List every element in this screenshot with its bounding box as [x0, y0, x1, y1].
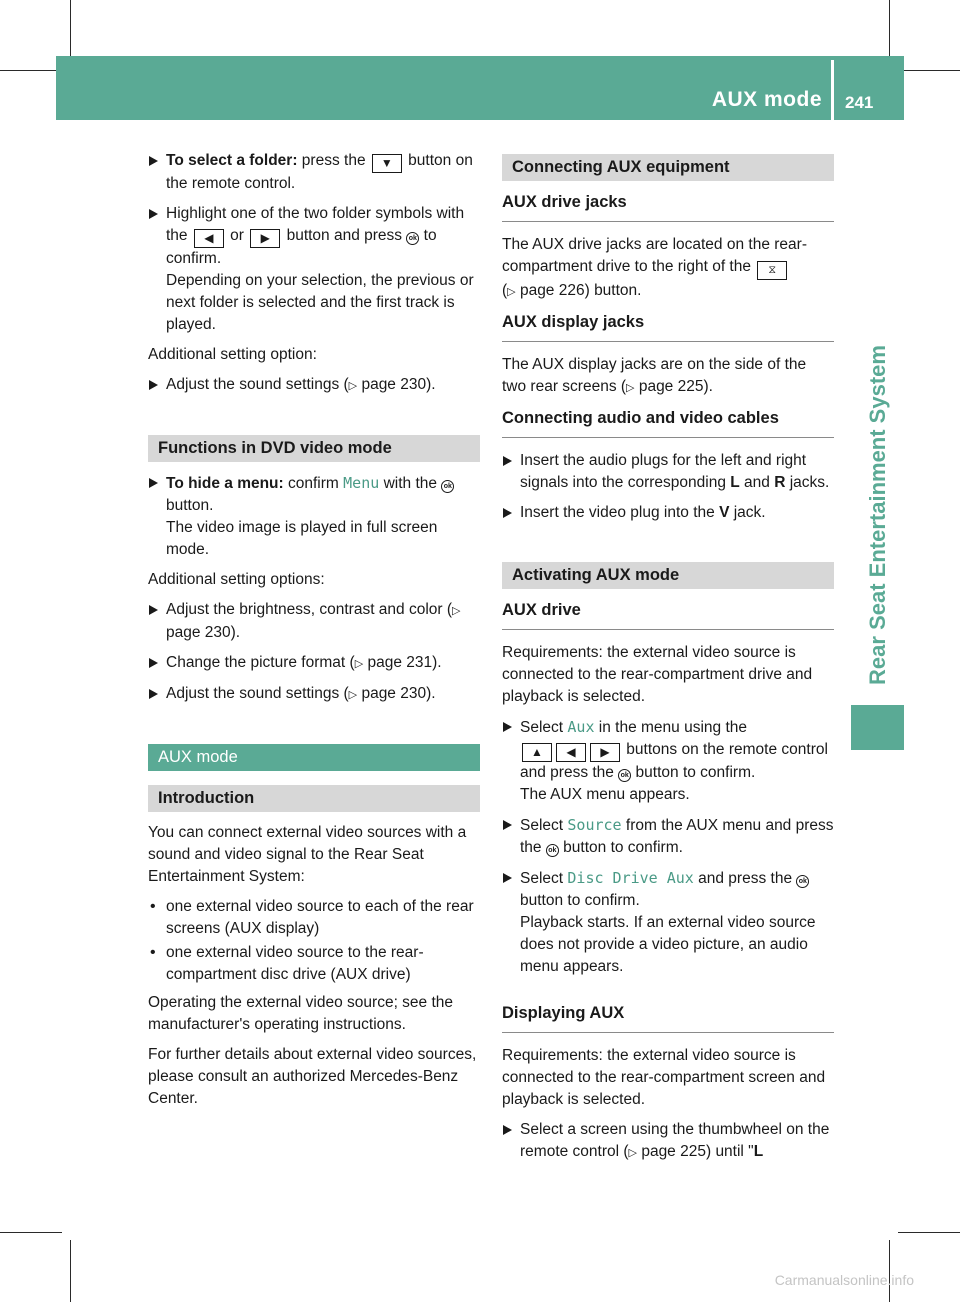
down-button-icon: [372, 154, 402, 173]
eject-button-icon: [757, 261, 787, 280]
section-heading-dvd: Functions in DVD video mode: [148, 435, 480, 462]
step-select-folder: [148, 150, 480, 195]
step-highlight-folder: [148, 203, 480, 336]
step-video-plug: [502, 502, 834, 524]
paragraph: Additional setting options:: [148, 571, 325, 588]
page-ref-icon: ▷: [507, 286, 516, 298]
paragraph: For further details about external video sources, please consult an authorized Mercedes-Benz Center.: [148, 1046, 477, 1107]
step-hide-menu: [148, 472, 480, 561]
step-text: and: [739, 474, 775, 491]
crop-mark: [889, 0, 890, 62]
crop-mark: [70, 0, 71, 62]
step-select-source: [502, 814, 834, 859]
paragraph: Operating the external video source; see the manufacturer's operating instructions.: [148, 994, 454, 1033]
step-text: Adjust the brightness, contrast and color (: [166, 601, 453, 618]
paragraph-text: page 226) button.: [515, 282, 642, 299]
step-text: button.: [166, 497, 214, 514]
sub-heading-displaying-aux: Displaying AUX: [502, 1002, 834, 1033]
paragraph: [502, 234, 834, 303]
up-arrow-icon: ▲: [531, 745, 543, 759]
step-text: and press the: [693, 870, 797, 887]
section-heading-introduction: Introduction: [148, 785, 480, 812]
section-heading-connecting: Connecting AUX equipment: [502, 154, 834, 181]
step-result: The video image is played in full screen mode.: [166, 519, 438, 558]
step-text: Adjust the sound settings (: [166, 376, 349, 393]
ok-button-icon: ok: [441, 480, 454, 493]
step-text: or: [225, 227, 249, 244]
crop-mark: [898, 1232, 960, 1233]
step-text: button to confirm.: [520, 892, 640, 909]
step-text: page 230).: [166, 624, 241, 641]
right-arrow-icon: ▶: [600, 745, 610, 759]
jack-label: V: [719, 504, 730, 521]
paragraph-text: The AUX drive jacks are located on the rear-compartment drive to the right of the: [502, 236, 807, 275]
step-label: To select a folder:: [166, 152, 298, 169]
menu-term: Source: [567, 816, 622, 834]
step-text: jacks.: [785, 474, 830, 491]
ok-button-icon: ok: [406, 232, 419, 245]
jack-label: R: [774, 474, 786, 491]
page-ref-icon: ▷: [354, 658, 364, 670]
step-result: Playback starts. If an external video source does not provide a video picture, an audio menu appears.: [520, 914, 816, 975]
paragraph-text: The AUX display jacks are on the side of the two rear screens (: [502, 356, 807, 395]
step-text: page 225) until ": [637, 1143, 754, 1160]
list-item: • one external video source to each of the rear screens (AUX display): [148, 896, 480, 940]
jack-label: L: [730, 474, 740, 491]
step-text: button to confirm.: [631, 764, 756, 781]
step-text: with the: [379, 475, 442, 492]
page-number: 241: [845, 93, 874, 112]
paragraph: Additional setting option:: [148, 346, 317, 363]
menu-term: Menu: [343, 474, 380, 492]
step-text: page 230).: [357, 685, 436, 702]
step-text: buttons on the remote control and press the: [520, 741, 828, 781]
crop-mark: [898, 70, 960, 71]
step-result: The AUX menu appears.: [520, 786, 690, 803]
paragraph: [502, 354, 834, 399]
page-title: AUX mode: [711, 88, 822, 111]
step-text: page 231).: [363, 654, 442, 671]
menu-term: Aux: [567, 718, 595, 736]
step-sound-settings: [148, 683, 480, 706]
step-text: to confirm.: [166, 227, 437, 267]
step-text: Insert the audio plugs for the left and right signals into the corresponding: [520, 452, 807, 491]
step-select-aux: [502, 716, 834, 806]
crop-mark: [889, 1240, 890, 1302]
step-text: Select: [520, 817, 568, 834]
header-divider: [831, 60, 834, 120]
step-text: confirm: [283, 475, 344, 492]
page-ref-icon: ▷: [626, 382, 635, 394]
right-button-icon: [250, 229, 280, 248]
step-text: button and press: [282, 227, 407, 244]
crop-mark: [0, 70, 62, 71]
step-text: in the menu using the: [594, 719, 748, 736]
left-column: [148, 150, 480, 1118]
left-arrow-icon: ◀: [566, 745, 576, 759]
up-button-icon: [522, 743, 552, 762]
paragraph-text: page 225).: [634, 378, 713, 395]
step-text: from the AUX menu and press the: [520, 817, 834, 856]
step-text: press the: [297, 152, 370, 169]
paragraph: Requirements: the external video source is connected to the rear-compartment screen and playback is selected.: [502, 1047, 826, 1108]
paragraph: Requirements: the external video source is connected to the rear-compartment drive and playback is selected.: [502, 644, 813, 705]
sub-heading-display-jacks: AUX display jacks: [502, 311, 834, 342]
step-text: Select: [520, 870, 568, 887]
ok-button-icon: ok: [618, 769, 631, 782]
eject-icon: ⧖: [768, 264, 777, 276]
section-heading-aux: AUX mode: [148, 744, 480, 771]
crop-mark: [0, 1232, 62, 1233]
step-text: Select: [520, 719, 568, 736]
crop-mark: [70, 1240, 71, 1302]
chapter-title: Rear Seat Entertainment System: [865, 345, 890, 685]
left-button-icon: [556, 743, 586, 762]
chapter-tab: [851, 705, 904, 750]
step-label: To hide a menu:: [166, 475, 284, 492]
step-sound-settings: [148, 374, 480, 397]
sub-heading-aux-drive: AUX drive: [502, 599, 834, 630]
step-picture-format: [148, 652, 480, 675]
step-text: Select a screen using the thumbwheel on the remote control (: [520, 1121, 830, 1160]
menu-term: Disc Drive Aux: [567, 869, 694, 887]
sub-heading-cables: Connecting audio and video cables: [502, 407, 834, 438]
right-button-icon: [590, 743, 620, 762]
step-text: button on the remote control.: [166, 152, 473, 192]
step-text: Change the picture format (: [166, 654, 355, 671]
list-item: • one external video source to the rear-compartment disc drive (AUX drive): [148, 942, 480, 986]
step-text: Highlight one of the two folder symbols with the: [166, 205, 465, 244]
right-column: [502, 150, 834, 1172]
step-result: Depending on your selection, the previous or next folder is selected and the first track is played.: [166, 272, 474, 333]
step-select-disc-drive: [502, 867, 834, 978]
watermark: Carmanualsonline.info: [774, 1272, 914, 1288]
page-ref-icon: ▷: [348, 380, 358, 392]
step-text: Adjust the sound settings (: [166, 685, 349, 702]
page-ref-icon: ▷: [452, 605, 461, 617]
sub-heading-drive-jacks: AUX drive jacks: [502, 191, 834, 222]
step-audio-plugs: [502, 450, 834, 494]
screen-label: L: [753, 1143, 764, 1160]
left-arrow-icon: ◀: [204, 231, 214, 245]
right-arrow-icon: ▶: [260, 231, 270, 245]
step-brightness: [148, 599, 480, 644]
left-button-icon: [194, 229, 224, 248]
ok-button-icon: ok: [796, 875, 809, 888]
step-select-screen: [502, 1119, 834, 1164]
paragraph: You can connect external video sources with a sound and video signal to the Rear Seat Entertainment System:: [148, 824, 467, 885]
step-text: button to confirm.: [558, 839, 683, 856]
section-heading-activating: Activating AUX mode: [502, 562, 834, 589]
ok-button-icon: ok: [546, 844, 559, 857]
page-ref-icon: ▷: [348, 689, 358, 701]
step-text: jack.: [729, 504, 766, 521]
step-text: page 230).: [357, 376, 436, 393]
paragraph-text: (: [502, 282, 508, 299]
page-ref-icon: ▷: [628, 1147, 638, 1159]
down-arrow-icon: ▼: [380, 156, 393, 170]
step-text: Insert the video plug into the: [520, 504, 720, 521]
